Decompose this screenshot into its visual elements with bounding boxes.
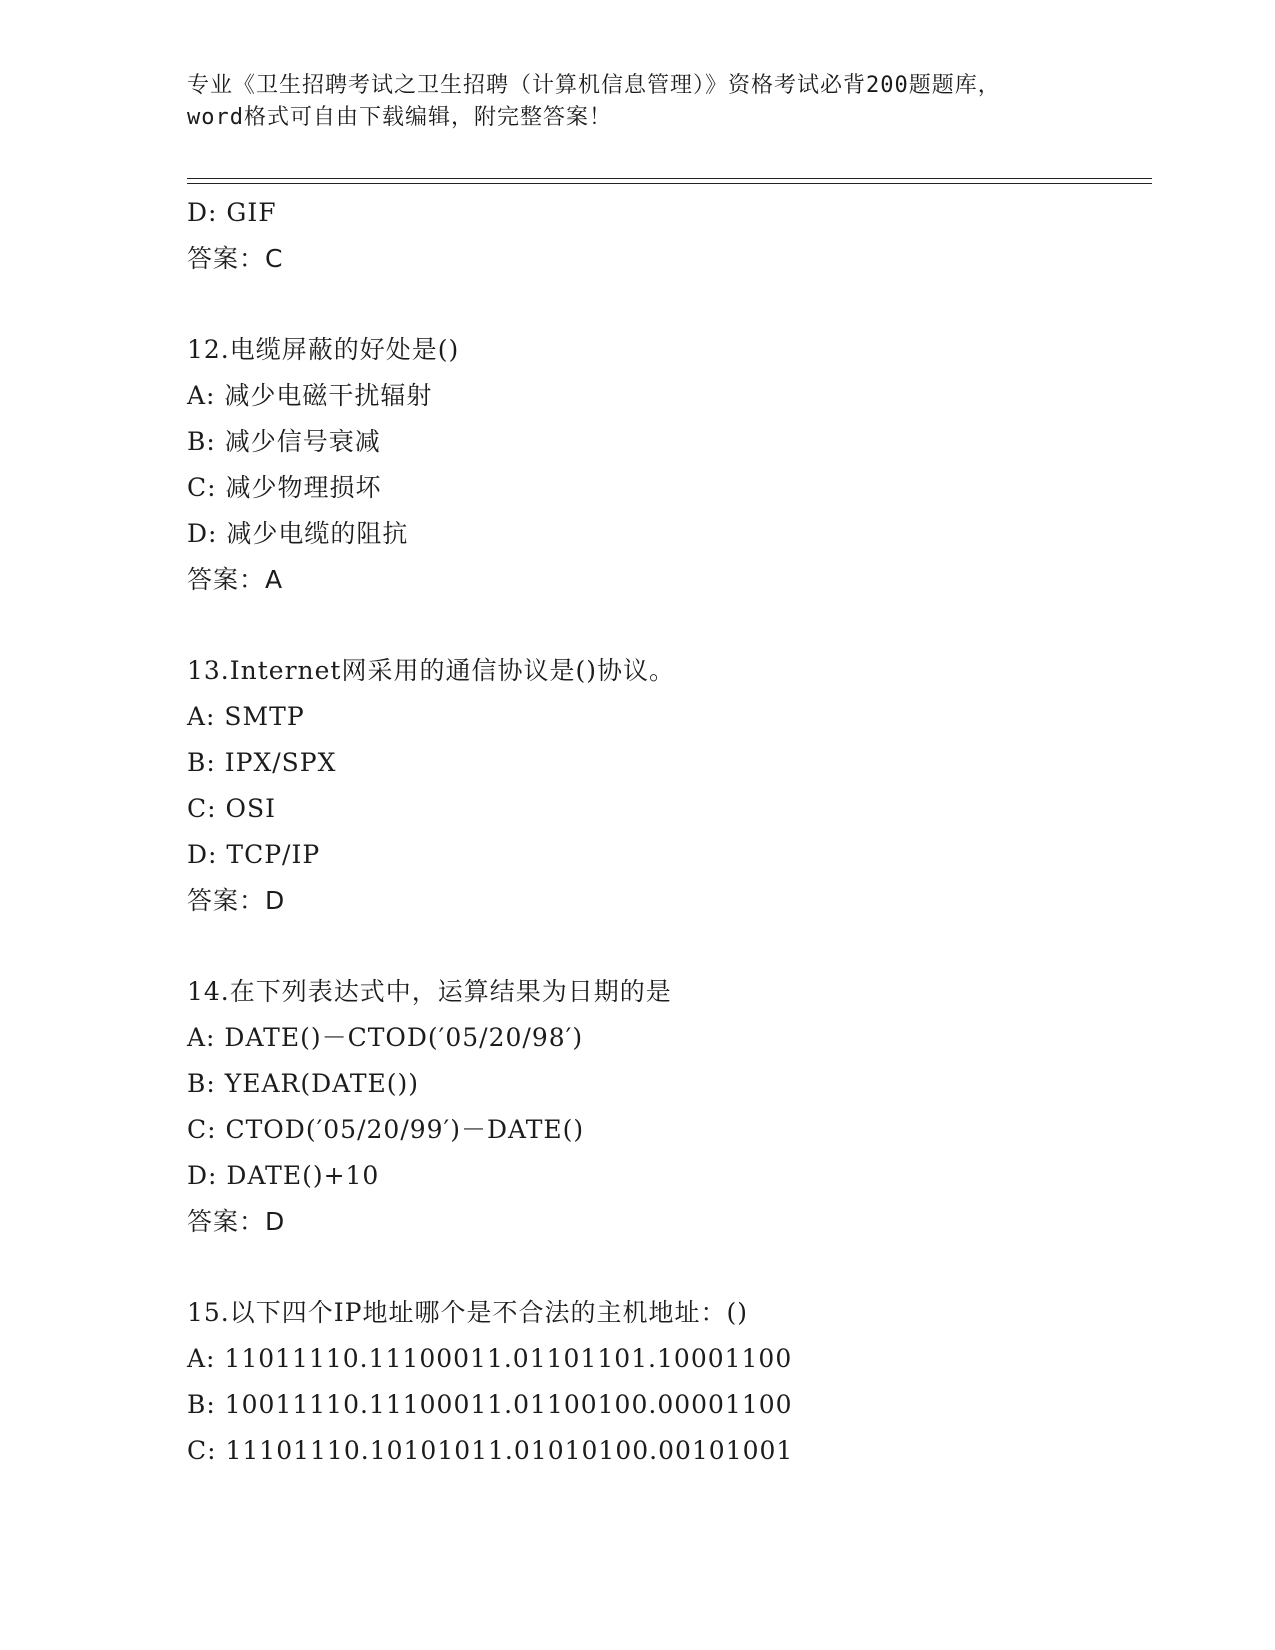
option-a: A: 11011110.11100011.01101101.10001100 bbox=[187, 1344, 793, 1373]
answer: 答案：C bbox=[187, 244, 284, 273]
option-a: A: 减少电磁干扰辐射 bbox=[187, 381, 433, 410]
header-divider-top bbox=[187, 178, 1152, 179]
question-stem: 13.Internet网采用的通信协议是()协议。 bbox=[187, 656, 675, 685]
question-15 bbox=[187, 1290, 1127, 1474]
option-c: C: 11101110.10101011.01010100.00101001 bbox=[187, 1436, 794, 1465]
spacer bbox=[187, 924, 1127, 969]
question-content bbox=[187, 190, 1127, 1474]
option-c: C: CTOD(′05/20/99′)－DATE() bbox=[187, 1115, 585, 1144]
question-stem: 14.在下列表达式中，运算结果为日期的是 bbox=[187, 977, 672, 1006]
option-b: B: IPX/SPX bbox=[187, 748, 337, 777]
option-d: D: GIF bbox=[187, 198, 277, 227]
answer: 答案：A bbox=[187, 565, 284, 594]
question-14 bbox=[187, 969, 1127, 1245]
question-stem: 12.电缆屏蔽的好处是() bbox=[187, 335, 460, 364]
option-b: B: 减少信号衰减 bbox=[187, 427, 381, 456]
option-d: D: DATE()+10 bbox=[187, 1161, 380, 1190]
spacer bbox=[187, 1245, 1127, 1290]
option-b: B: YEAR(DATE()) bbox=[187, 1069, 420, 1098]
document-header bbox=[187, 70, 1087, 134]
option-d: D: TCP/IP bbox=[187, 840, 321, 869]
option-b: B: 10011110.11100011.01100100.00001100 bbox=[187, 1390, 793, 1419]
spacer bbox=[187, 282, 1127, 327]
option-a: A: DATE()－CTOD(′05/20/98′) bbox=[187, 1023, 584, 1052]
header-line-1: 专业《卫生招聘考试之卫生招聘（计算机信息管理）》资格考试必背200题题库， bbox=[187, 73, 1001, 98]
question-12 bbox=[187, 327, 1127, 603]
option-c: C: 减少物理损坏 bbox=[187, 473, 382, 502]
option-c: C: OSI bbox=[187, 794, 276, 823]
option-d: D: 减少电缆的阻抗 bbox=[187, 519, 409, 548]
spacer bbox=[187, 603, 1127, 648]
header-divider-bottom bbox=[187, 183, 1152, 184]
answer: 答案：D bbox=[187, 1207, 286, 1236]
question-stem: 15.以下四个IP地址哪个是不合法的主机地址：() bbox=[187, 1298, 748, 1327]
header-line-2: word格式可自由下载编辑，附完整答案！ bbox=[187, 105, 612, 130]
option-a: A: SMTP bbox=[187, 702, 305, 731]
question-13 bbox=[187, 648, 1127, 924]
answer: 答案：D bbox=[187, 886, 286, 915]
